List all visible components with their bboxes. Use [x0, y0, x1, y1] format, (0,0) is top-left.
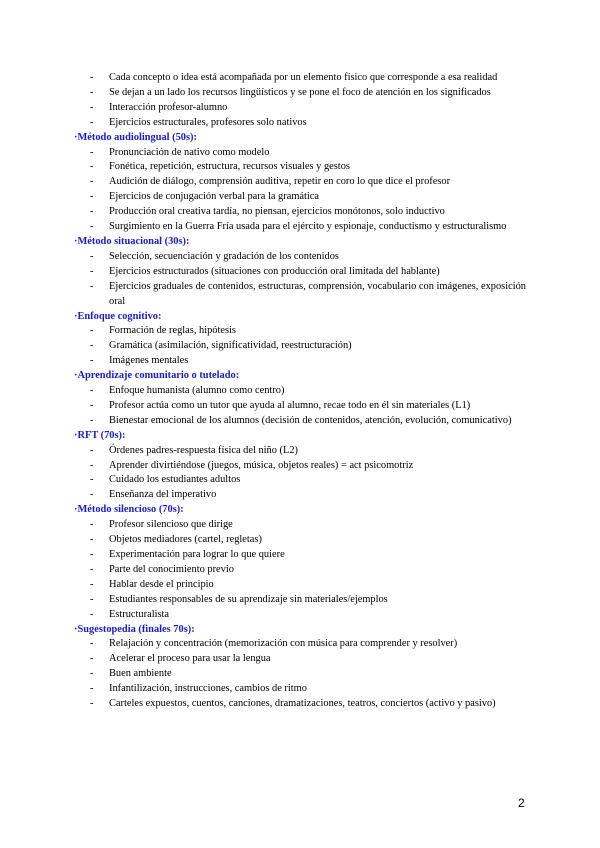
bullet-dash: - — [90, 265, 94, 277]
bullet-list — [74, 146, 526, 235]
bullet-dash: - — [90, 355, 94, 367]
bullet-dash: - — [90, 683, 94, 695]
section-heading: ·RFT (70s): — [74, 429, 126, 441]
list-item-text: Ejercicios estructurados (situaciones con producción oral limitada del hablante) — [109, 265, 440, 277]
list-item — [74, 250, 526, 265]
list-item — [74, 384, 526, 399]
list-item — [74, 637, 526, 652]
list-item — [74, 608, 526, 623]
list-item-text: Experimentación para lograr lo que quiere — [109, 549, 285, 560]
bullet-dash: - — [90, 116, 94, 128]
list-item — [74, 533, 526, 548]
list-item-text: Pronunciación de nativo como modelo — [109, 146, 270, 158]
list-item — [74, 116, 526, 131]
list-item-text: Fonética, repetición, estructura, recursos visuales y gestos — [109, 161, 350, 173]
bullet-list — [74, 324, 526, 369]
list-item-text: Objetos mediadores (cartel, regletas) — [109, 534, 262, 546]
bullet-dash: - — [90, 459, 94, 471]
list-item — [74, 548, 526, 563]
list-item-text: Ejercicios graduales de contenidos, estructuras, comprensión, vocabulario con imágenes, exposición oral — [109, 280, 526, 307]
document-section — [74, 235, 526, 310]
document-section — [74, 131, 526, 235]
list-item-text: Ejercicios de conjugación verbal para la gramática — [109, 191, 320, 203]
bullet-dash: - — [90, 638, 94, 650]
list-item — [74, 175, 526, 190]
list-item — [74, 667, 526, 682]
list-item-text: Bienestar emocional de los alumnos (decisión de contenidos, atención, evolución, comunicativo) — [109, 414, 512, 426]
bullet-dash: - — [90, 489, 94, 501]
list-item — [74, 146, 526, 161]
list-item-text: Carteles expuestos, cuentos, canciones, dramatizaciones, teatros, conciertos (activo y pasivo) — [109, 698, 496, 710]
bullet-dash: - — [90, 519, 94, 531]
bullet-dash: - — [90, 86, 94, 98]
bullet-dash: - — [90, 221, 94, 233]
section-heading: ·Enfoque cognitivo: — [74, 310, 162, 322]
list-item-text: Infantilización, instrucciones, cambios de ritmo — [109, 683, 307, 695]
bullet-dash: - — [90, 325, 94, 337]
bullet-dash: - — [90, 340, 94, 352]
list-item — [74, 160, 526, 175]
list-item-text: Profesor actúa como un tutor que ayuda al alumno, recae todo en él sin materiales (L1) — [109, 399, 471, 411]
list-item-text: Relajación y concentración (memorización con música para comprender y resolver) — [109, 638, 458, 650]
list-item-text: Producción oral creativa tardía, no piensan, ejercicios monótonos, solo inductivo — [109, 206, 445, 218]
list-item-text: Parte del conocimiento previo — [109, 563, 234, 575]
list-item — [74, 488, 526, 503]
document-section — [74, 503, 526, 622]
document-section — [74, 623, 526, 712]
document-section — [74, 310, 526, 370]
bullet-dash: - — [90, 250, 94, 262]
list-item — [74, 101, 526, 116]
list-item — [74, 518, 526, 533]
list-item-text: Interacción profesor-alumno — [109, 101, 228, 113]
bullet-dash: - — [90, 414, 94, 426]
list-item-text: Enseñanza del imperativo — [109, 489, 217, 501]
list-item — [74, 339, 526, 354]
list-item — [74, 444, 526, 459]
document-body — [74, 71, 526, 712]
list-item — [74, 578, 526, 593]
bullet-list — [74, 637, 526, 712]
list-item-text: Profesor silencioso que dirige — [109, 519, 233, 531]
list-item — [74, 414, 526, 429]
bullet-dash: - — [90, 280, 94, 292]
list-item-text: Cada concepto o idea está acompañada por un elemento físico que corresponde a esa realidad — [109, 72, 498, 83]
bullet-dash: - — [90, 593, 94, 605]
list-item-text: Se dejan a un lado los recursos lingüísticos y se pone el foco de atención en los significados — [109, 86, 491, 98]
list-item-text: Cuidado los estudiantes adultos — [109, 474, 241, 486]
bullet-dash: - — [90, 653, 94, 665]
section-heading: ·Método audiolingual (50s): — [74, 131, 197, 143]
list-item — [74, 86, 526, 101]
list-item — [74, 324, 526, 339]
document-section — [74, 429, 526, 504]
bullet-dash: - — [90, 191, 94, 203]
page-number: 2 — [518, 796, 525, 810]
list-item-text: Acelerar el proceso para usar la lengua — [109, 653, 271, 665]
list-item — [74, 459, 526, 474]
bullet-dash: - — [90, 549, 94, 560]
bullet-list — [74, 250, 526, 310]
list-item-text: Estructuralista — [109, 608, 170, 620]
bullet-dash: - — [90, 176, 94, 188]
bullet-dash: - — [90, 608, 94, 620]
bullet-dash: - — [90, 534, 94, 546]
document-section — [74, 71, 526, 131]
bullet-dash: - — [90, 444, 94, 456]
list-item — [74, 354, 526, 369]
list-item-text: Selección, secuenciación y gradación de los contenidos — [109, 250, 339, 262]
list-item-text: Imágenes mentales — [109, 355, 189, 367]
list-item-text: Surgimiento en la Guerra Fría usada para el ejército y espionaje, conductismo y estructuralismo — [109, 221, 507, 233]
section-heading: ·Método silencioso (70s): — [74, 504, 184, 516]
list-item — [74, 399, 526, 414]
list-item-text: Hablar desde el principio — [109, 578, 214, 590]
list-item-text: Ejercicios estructurales, profesores solo nativos — [109, 116, 307, 128]
list-item-text: Estudiantes responsables de su aprendizaje sin materiales/ejemplos — [109, 593, 388, 605]
bullet-list — [74, 71, 526, 131]
bullet-dash: - — [90, 399, 94, 411]
list-item-text: Gramática (asimilación, significatividad, reestructuración) — [109, 340, 352, 352]
list-item — [74, 593, 526, 608]
bullet-list — [74, 444, 526, 504]
bullet-dash: - — [90, 563, 94, 575]
list-item — [74, 265, 526, 280]
bullet-dash: - — [90, 161, 94, 173]
list-item — [74, 697, 526, 712]
list-item-text: Enfoque humanista (alumno como centro) — [109, 385, 285, 397]
bullet-dash: - — [90, 101, 94, 113]
list-item-text: Órdenes padres-respuesta física del niño (L2) — [109, 444, 298, 456]
list-item — [74, 205, 526, 220]
bullet-dash: - — [90, 698, 94, 710]
list-item-text: Aprender divirtiéndose (juegos, música, objetos reales) = act psicomotriz — [109, 459, 414, 471]
bullet-list — [74, 518, 526, 622]
bullet-dash: - — [90, 146, 94, 158]
bullet-dash: - — [90, 474, 94, 486]
list-item-text: Buen ambiente — [109, 668, 172, 680]
list-item — [74, 652, 526, 667]
bullet-dash: - — [90, 72, 94, 83]
list-item — [74, 563, 526, 578]
section-heading: ·Método situacional (30s): — [74, 235, 190, 247]
list-item-text: Formación de reglas, hipótesis — [109, 325, 236, 337]
bullet-dash: - — [90, 385, 94, 397]
section-heading: ·Sugestopedia (finales 70s): — [74, 623, 195, 635]
list-item — [74, 71, 526, 86]
list-item-text: Audición de diálogo, comprensión auditiva, repetir en coro lo que dice el profesor — [109, 176, 451, 188]
list-item — [74, 682, 526, 697]
list-item — [74, 280, 526, 310]
document-section — [74, 369, 526, 429]
list-item — [74, 220, 526, 235]
bullet-dash: - — [90, 578, 94, 590]
bullet-dash: - — [90, 206, 94, 218]
section-heading: ·Aprendizaje comunitario o tutelado: — [74, 370, 240, 382]
bullet-dash: - — [90, 668, 94, 680]
list-item — [74, 473, 526, 488]
list-item — [74, 190, 526, 205]
bullet-list — [74, 384, 526, 429]
